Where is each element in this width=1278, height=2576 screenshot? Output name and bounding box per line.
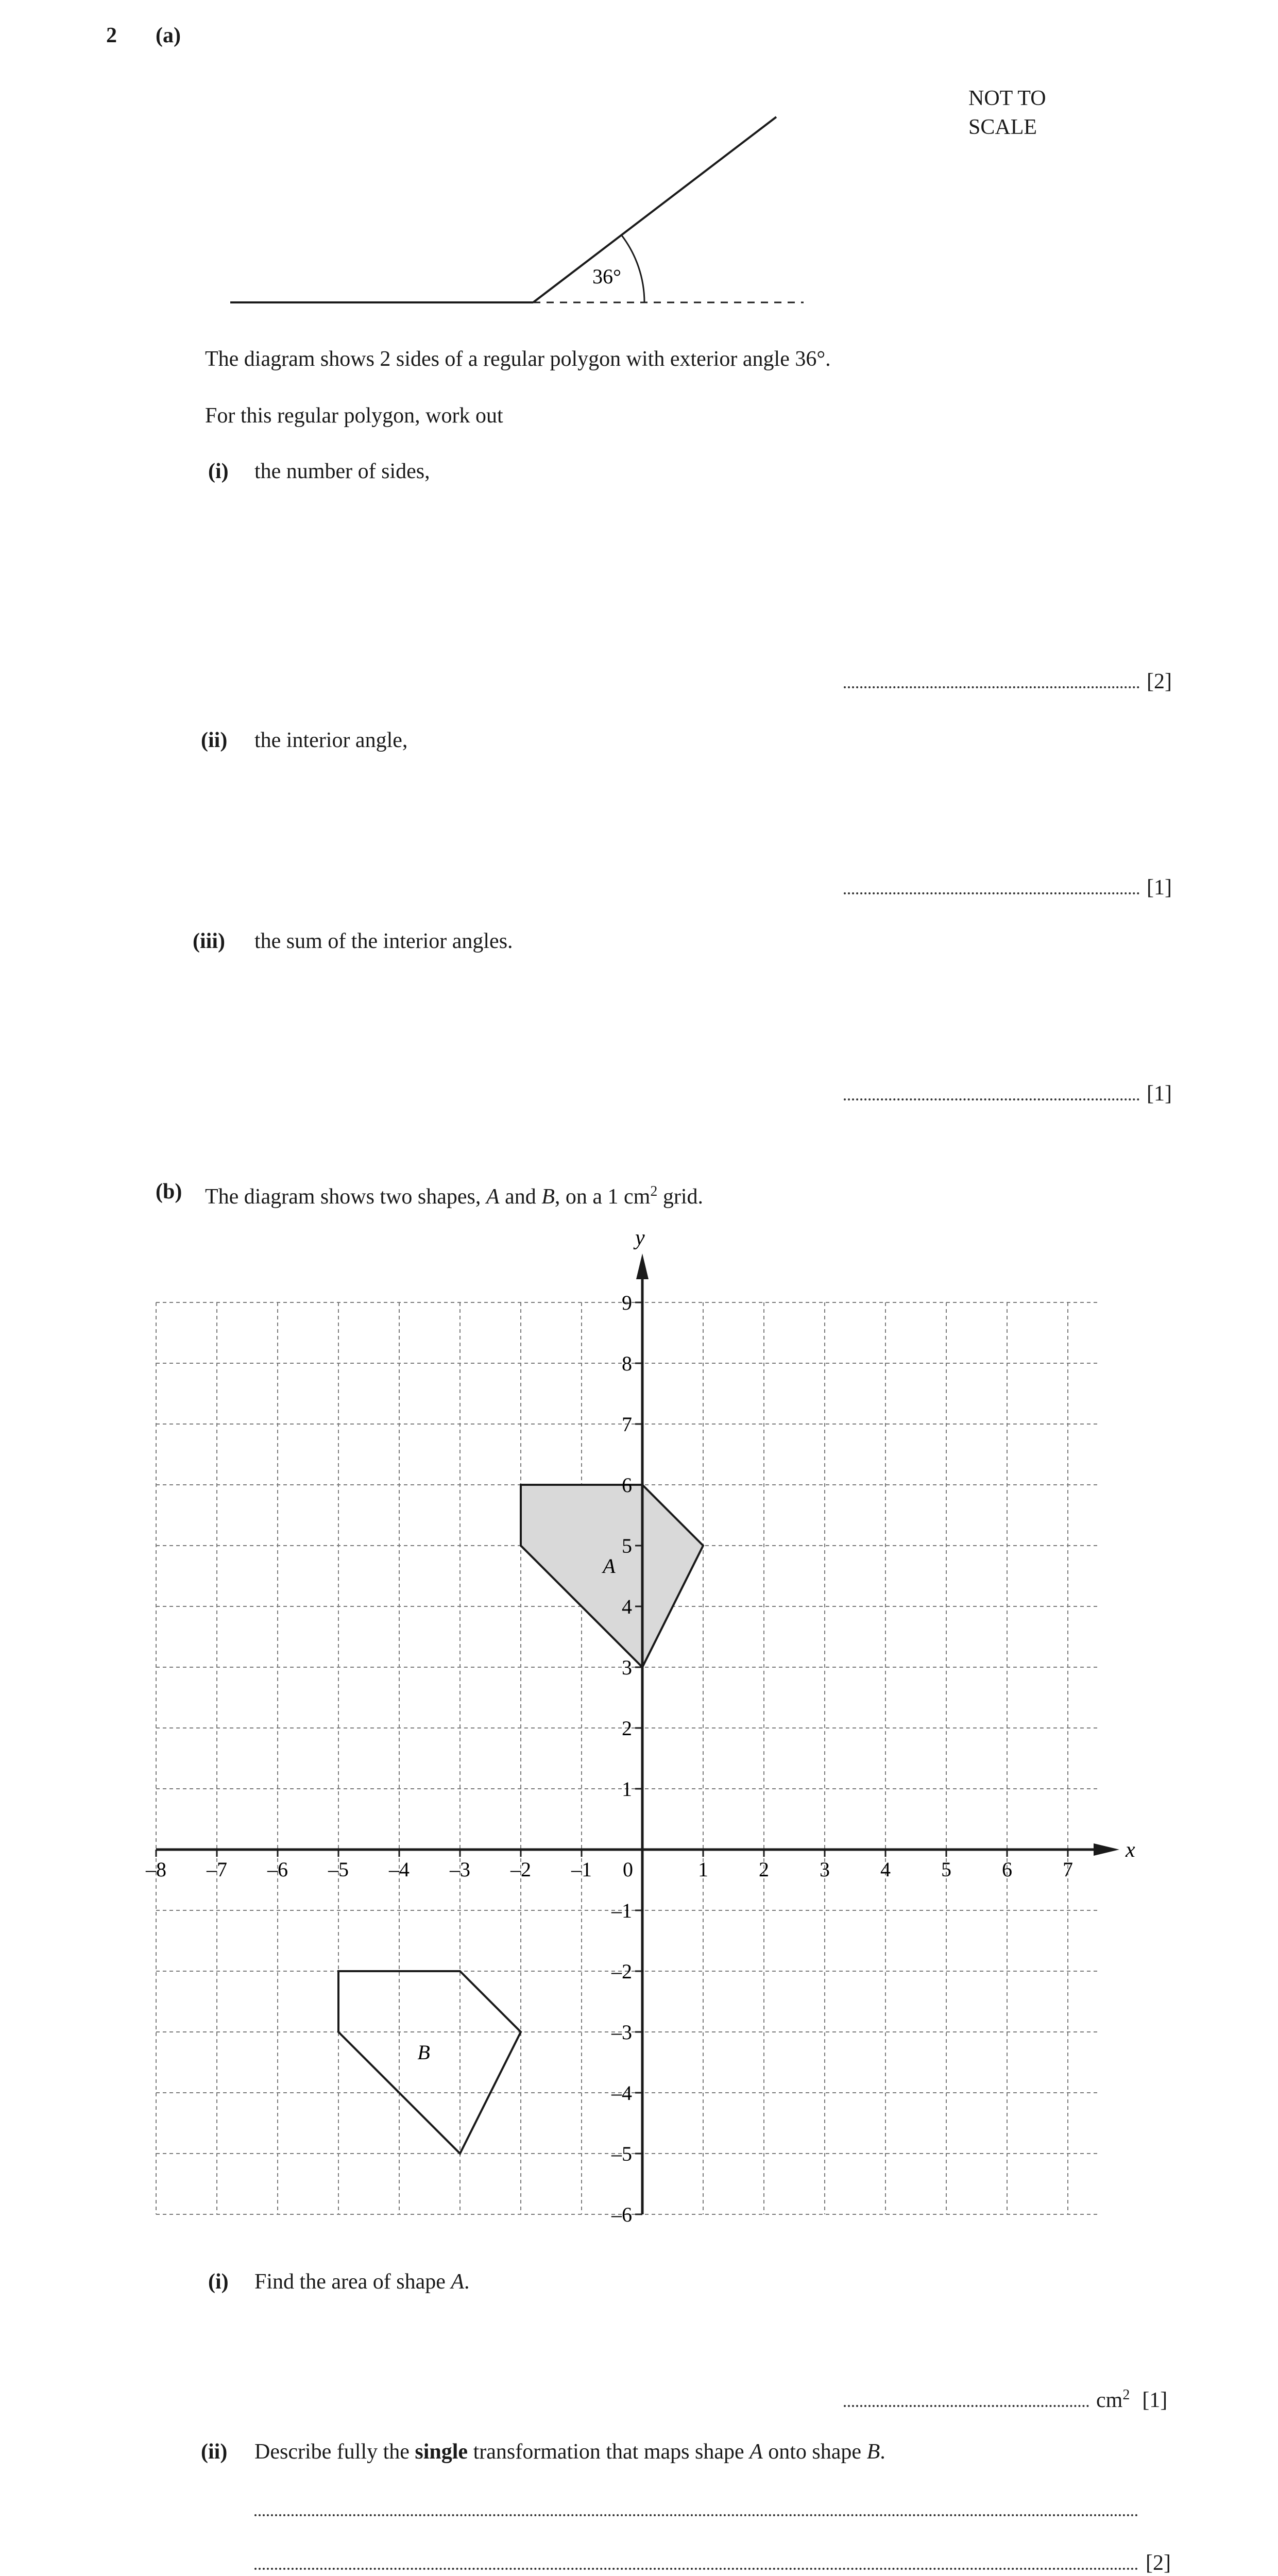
y-tick-label: –4 bbox=[611, 2081, 632, 2105]
part-a-iii-label: (iii) bbox=[193, 929, 225, 953]
part-a-i-label: (i) bbox=[208, 460, 229, 483]
answer-line-a-i[interactable] bbox=[844, 669, 1172, 694]
y-tick-label: –3 bbox=[611, 2021, 632, 2044]
part-a-instruction: For this regular polygon, work out bbox=[205, 404, 503, 428]
shape-a-label: A bbox=[603, 1554, 616, 1578]
marks-b-ii: [2] bbox=[1146, 2551, 1171, 2575]
part-b-ii-text: Describe fully the single transformation that maps shape A onto shape B. bbox=[254, 2440, 885, 2464]
marks-a-iii: [1] bbox=[1147, 1082, 1172, 1106]
x-tick-label: –4 bbox=[389, 1858, 410, 1881]
answer-line-b-i[interactable] bbox=[844, 2382, 1167, 2413]
y-tick-label: –6 bbox=[611, 2203, 632, 2226]
shape-b-label: B bbox=[417, 2041, 430, 2064]
x-tick-label: 0 bbox=[623, 1858, 633, 1881]
tick-labels bbox=[145, 1291, 1073, 2226]
y-tick-label: 2 bbox=[622, 1717, 632, 1740]
y-tick-label: –5 bbox=[611, 2142, 632, 2165]
part-b-label: (b) bbox=[156, 1180, 182, 1204]
part-a-intro: The diagram shows 2 sides of a regular polygon with exterior angle 36°. bbox=[205, 347, 831, 371]
answer-line-a-iii[interactable] bbox=[844, 1081, 1172, 1107]
part-a-ii-label: (ii) bbox=[201, 728, 228, 752]
polygon-angle-diagram bbox=[0, 0, 1278, 319]
x-tick-label: 6 bbox=[1002, 1858, 1012, 1881]
marks-b-i: [1] bbox=[1142, 2388, 1168, 2412]
x-tick-label: 5 bbox=[941, 1858, 951, 1881]
part-b-ii-label: (ii) bbox=[201, 2440, 228, 2464]
angle-label: 36° bbox=[592, 265, 621, 288]
x-tick-label: –1 bbox=[571, 1858, 592, 1881]
y-tick-label: 9 bbox=[622, 1291, 632, 1314]
y-tick-label: –1 bbox=[611, 1899, 632, 1922]
y-axis-arrow bbox=[636, 1253, 649, 1279]
part-b-i-text: Find the area of shape A. bbox=[254, 2270, 470, 2294]
not-to-scale-line2: SCALE bbox=[968, 115, 1037, 139]
part-a-i-text: the number of sides, bbox=[254, 460, 430, 483]
x-tick-label: 7 bbox=[1063, 1858, 1073, 1881]
y-tick-label: 3 bbox=[622, 1656, 632, 1679]
marks-a-ii: [1] bbox=[1147, 876, 1172, 900]
answer-line-b-ii-1[interactable] bbox=[254, 2514, 1138, 2516]
x-axis-arrow bbox=[1094, 1843, 1119, 1856]
marks-a-i: [2] bbox=[1147, 670, 1172, 693]
x-tick-label: 1 bbox=[698, 1858, 708, 1881]
part-a-ii-text: the interior angle, bbox=[254, 728, 408, 752]
answer-line-b-ii-2[interactable] bbox=[254, 2550, 1171, 2576]
y-axis-label: y bbox=[635, 1226, 645, 1250]
exterior-angle-arc bbox=[622, 235, 644, 302]
polygon-side-2 bbox=[533, 117, 776, 302]
part-a-label: (a) bbox=[156, 24, 181, 47]
not-to-scale-line1: NOT TO bbox=[968, 87, 1046, 110]
y-tick-label: 6 bbox=[622, 1473, 632, 1497]
x-axis-label: x bbox=[1126, 1838, 1135, 1862]
question-number: 2 bbox=[106, 24, 117, 47]
coordinate-grid[interactable] bbox=[0, 1216, 1278, 2236]
x-tick-label: –3 bbox=[450, 1858, 470, 1881]
x-tick-label: 2 bbox=[759, 1858, 769, 1881]
part-b-i-label: (i) bbox=[208, 2270, 229, 2294]
y-tick-label: 8 bbox=[622, 1352, 632, 1375]
y-tick-label: 5 bbox=[622, 1534, 632, 1557]
y-tick-label: –2 bbox=[611, 1960, 632, 1983]
y-tick-label: 7 bbox=[622, 1413, 632, 1436]
x-tick-label: –2 bbox=[510, 1858, 531, 1881]
y-tick-label: 4 bbox=[622, 1595, 632, 1618]
part-a-iii-text: the sum of the interior angles. bbox=[254, 929, 513, 953]
axes bbox=[156, 1253, 1119, 2214]
part-b-intro: The diagram shows two shapes, A and B, on a 1 $cm^2$ grid. bbox=[205, 1183, 703, 1209]
x-tick-label: –6 bbox=[267, 1858, 288, 1881]
x-tick-label: 4 bbox=[880, 1858, 891, 1881]
grid-lines bbox=[156, 1302, 1098, 2214]
answer-line-a-ii[interactable] bbox=[844, 875, 1172, 901]
y-tick-label: 1 bbox=[622, 1777, 632, 1801]
x-tick-label: 3 bbox=[820, 1858, 830, 1881]
x-tick-label: –7 bbox=[207, 1858, 227, 1881]
x-tick-label: –8 bbox=[146, 1858, 166, 1881]
x-tick-label: –5 bbox=[328, 1858, 349, 1881]
unit-cm2: $cm^2$ bbox=[1096, 2387, 1130, 2412]
